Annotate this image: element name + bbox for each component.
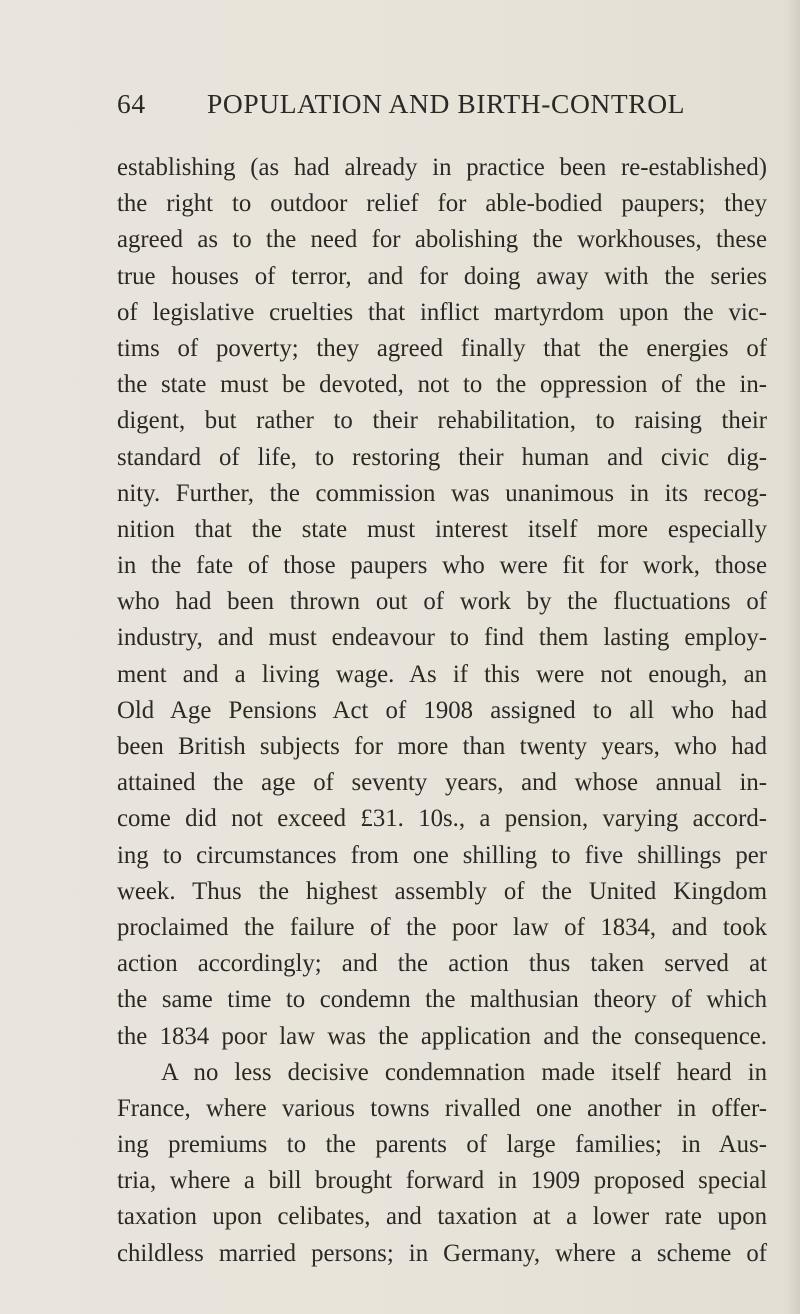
- text-line: nity. Further, the commission was unanimous in its recog-: [117, 479, 767, 507]
- text-line: tims of poverty; they agreed finally that the energies of: [117, 334, 767, 362]
- text-line: the same time to condemn the malthusian theory of which: [117, 986, 767, 1014]
- running-head-title: POPULATION AND BIRTH-CONTROL: [207, 88, 686, 119]
- text-line: who had been thrown out of work by the fluctuations of: [117, 588, 767, 616]
- text-line: childless married persons; in Germany, where a scheme of: [117, 1239, 767, 1267]
- text-line: attained the age of seventy years, and whose annual in-: [117, 769, 767, 797]
- page-number: 64: [117, 88, 146, 119]
- page-edge-shadow: [786, 0, 800, 1314]
- text-line: standard of life, to restoring their human and civic dig-: [117, 443, 767, 471]
- text-line: agreed as to the need for abolishing the workhouses, these: [117, 226, 767, 254]
- text-line: Old Age Pensions Act of 1908 assigned to all who had: [117, 696, 767, 724]
- text-line: true houses of terror, and for doing away with the series: [117, 262, 767, 290]
- paragraph-last-line: the 1834 poor law was the application and the consequence.: [117, 1022, 767, 1050]
- text-line: come did not exceed £31. 10s., a pension, varying accord-: [117, 805, 767, 833]
- text-line: ment and a living wage. As if this were not enough, an: [117, 660, 767, 688]
- text-line: in the fate of those paupers who were fit for work, those: [117, 552, 767, 580]
- text-line: the right to outdoor relief for able-bodied paupers; they: [117, 190, 767, 218]
- text-line: action accordingly; and the action thus taken served at: [117, 950, 767, 978]
- paragraph-first-line: A no less decisive condemnation made itself heard in: [161, 1058, 767, 1086]
- text-line: ing premiums to the parents of large families; in Aus-: [117, 1131, 767, 1159]
- text-line: tria, where a bill brought forward in 1909 proposed special: [117, 1167, 767, 1195]
- text-line: been British subjects for more than twenty years, who had: [117, 733, 767, 760]
- text-line: taxation upon celibates, and taxation at a lower rate upon: [117, 1203, 767, 1231]
- text-line: of legislative cruelties that inflict martyrdom upon the vic-: [117, 298, 767, 326]
- text-line: the state must be devoted, not to the oppression of the in-: [117, 371, 767, 399]
- text-line: establishing (as had already in practice been re-established): [117, 154, 767, 181]
- text-line: week. Thus the highest assembly of the United Kingdom: [117, 877, 767, 905]
- text-line: industry, and must endeavour to find them lasting employ-: [117, 624, 767, 652]
- text-line: nition that the state must interest itself more especially: [117, 515, 767, 543]
- text-line: digent, but rather to their rehabilitation, to raising their: [117, 407, 767, 435]
- text-line: ing to circumstances from one shilling to five shillings per: [117, 841, 767, 869]
- text-line: proclaimed the failure of the poor law of 1834, and took: [117, 913, 767, 941]
- text-line: France, where various towns rivalled one another in offer-: [117, 1094, 767, 1122]
- body-text: [117, 150, 767, 1272]
- running-head: [117, 88, 767, 128]
